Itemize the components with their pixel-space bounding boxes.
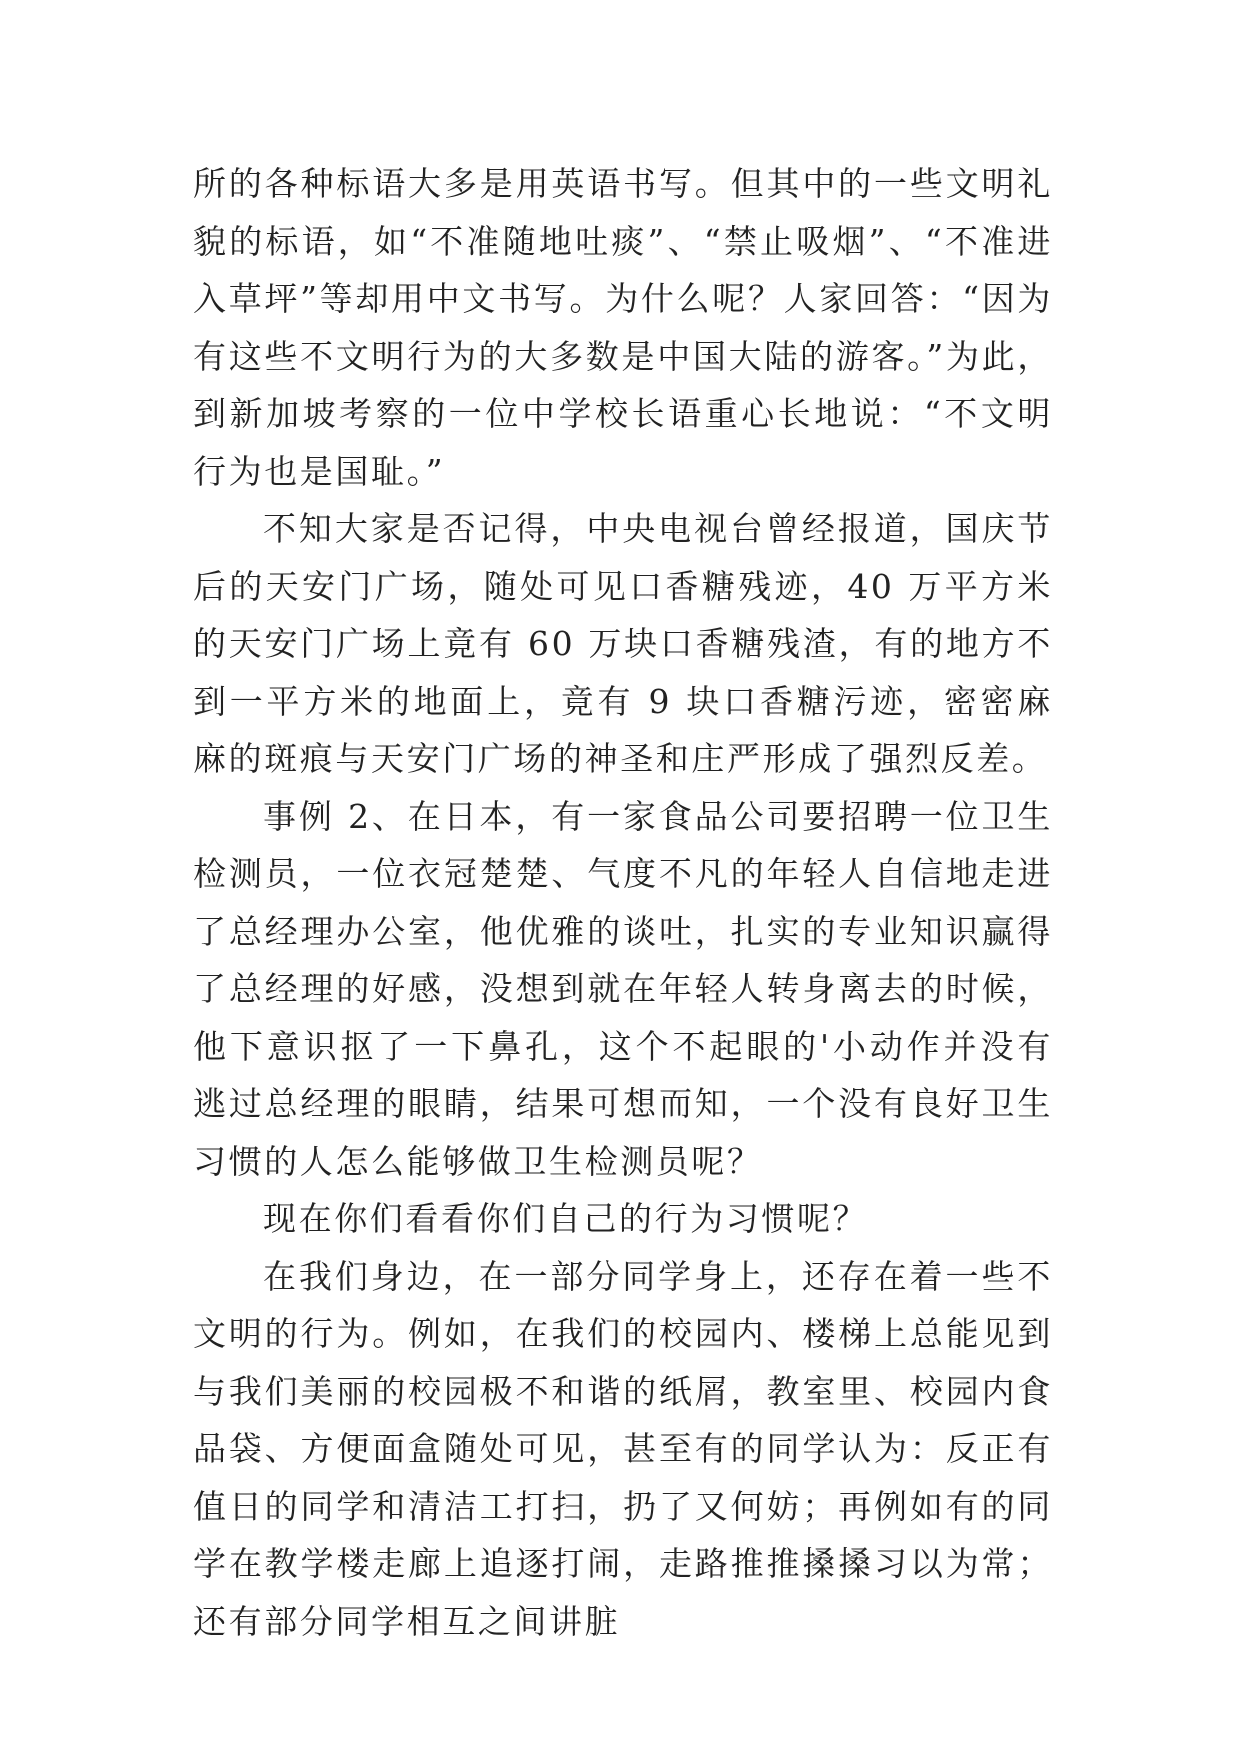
paragraph-continued: 所的各种标语大多是用英语书写。但其中的一些文明礼貌的标语，如“不准随地吐痰”、“禁止吸烟”、“不准进入草坪”等却用中文书写。为什么呢？人家回答：“因为有这些不文明行为的大多数是中国大陆的游客。”为此，到新加坡考察的一位中学校长语重心长地说：“不文明行为也是国耻。” — [193, 164, 1053, 491]
paragraph-campus: 在我们身边，在一部分同学身上，还存在着一些不文明的行为。例如，在我们的校园内、楼梯上总能见到与我们美丽的校园极不和谐的纸屑，教室里、校园内食品袋、方便面盒随处可见，甚至有的同学认为：反正有值日的同学和清洁工打扫，扔了又何妨；再例如有的同学在教学楼走廊上追逐打闹，走路推推搡搡习以为常；还有部分同学相互之间讲脏 — [193, 1256, 1053, 1641]
paragraph-question: 现在你们看看你们自己的行为习惯呢？ — [263, 1199, 869, 1238]
document-page — [193, 155, 1053, 1650]
paragraph-example-2: 事例 2、在日本，有一家食品公司要招聘一位卫生检测员，一位衣冠楚楚、气度不凡的年轻人自信地走进了总经理办公室，他优雅的谈吐，扎实的专业知识赢得了总经理的好感，没想到就在年轻人转身离去的时候，他下意识抠了一下鼻孔，这个不起眼的'小动作并没有逃过总经理的眼睛，结果可想而知，一个没有良好卫生习惯的人怎么能够做卫生检测员呢？ — [193, 796, 1053, 1181]
paragraph-tiananmen: 不知大家是否记得，中央电视台曾经报道，国庆节后的天安门广场，随处可见口香糖残迹，40 万平方米的天安门广场上竟有 60 万块口香糖残渣，有的地方不到一平方米的地面上，竟有 9 块口香糖污迹，密密麻麻的斑痕与天安门广场的神圣和庄严形成了强烈反差。 — [193, 509, 1053, 778]
